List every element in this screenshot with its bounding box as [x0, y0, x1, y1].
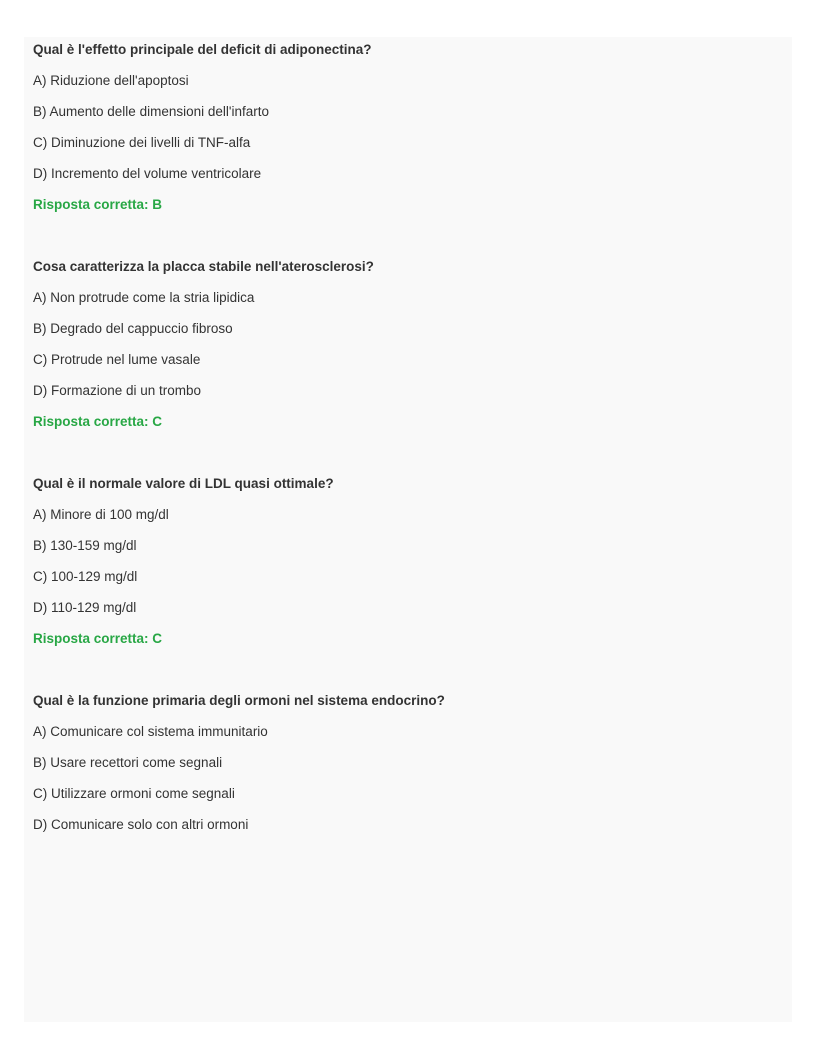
answer-option-c: C) 100-129 mg/dl	[33, 569, 138, 584]
answer-option-b: B) 130-159 mg/dl	[33, 538, 137, 553]
answer-option-b: B) Degrado del cappuccio fibroso	[33, 321, 233, 336]
question-block-1	[33, 42, 783, 213]
answer-option-d: D) Incremento del volume ventricolare	[33, 166, 262, 181]
block-spacer	[33, 445, 783, 476]
question-block-3	[33, 476, 783, 647]
quiz-panel	[24, 37, 792, 1022]
question-text: Cosa caratterizza la placca stabile nell'aterosclerosi?	[33, 259, 374, 274]
block-spacer	[33, 228, 783, 259]
correct-answer: Risposta corretta: C	[33, 631, 163, 646]
correct-answer: Risposta corretta: C	[33, 414, 163, 429]
answer-option-a: A) Comunicare col sistema immunitario	[33, 724, 268, 739]
answer-option-b: B) Aumento delle dimensioni dell'infarto	[33, 104, 269, 119]
answer-option-a: A) Non protrude come la stria lipidica	[33, 290, 255, 305]
answer-option-c: C) Diminuzione dei livelli di TNF-alfa	[33, 135, 251, 150]
answer-option-d: D) Comunicare solo con altri ormoni	[33, 817, 249, 832]
correct-answer: Risposta corretta: B	[33, 197, 163, 212]
question-block-2	[33, 259, 783, 430]
answer-option-c: C) Utilizzare ormoni come segnali	[33, 786, 235, 801]
answer-option-a: A) Riduzione dell'apoptosi	[33, 73, 189, 88]
question-block-4	[33, 693, 783, 833]
answer-option-d: D) 110-129 mg/dl	[33, 600, 137, 615]
question-text: Qual è il normale valore di LDL quasi ottimale?	[33, 476, 334, 491]
answer-option-b: B) Usare recettori come segnali	[33, 755, 223, 770]
answer-option-a: A) Minore di 100 mg/dl	[33, 507, 169, 522]
answer-option-c: C) Protrude nel lume vasale	[33, 352, 201, 367]
question-text: Qual è la funzione primaria degli ormoni nel sistema endocrino?	[33, 693, 445, 708]
question-text: Qual è l'effetto principale del deficit di adiponectina?	[33, 42, 372, 57]
answer-option-d: D) Formazione di un trombo	[33, 383, 202, 398]
block-spacer	[33, 662, 783, 693]
